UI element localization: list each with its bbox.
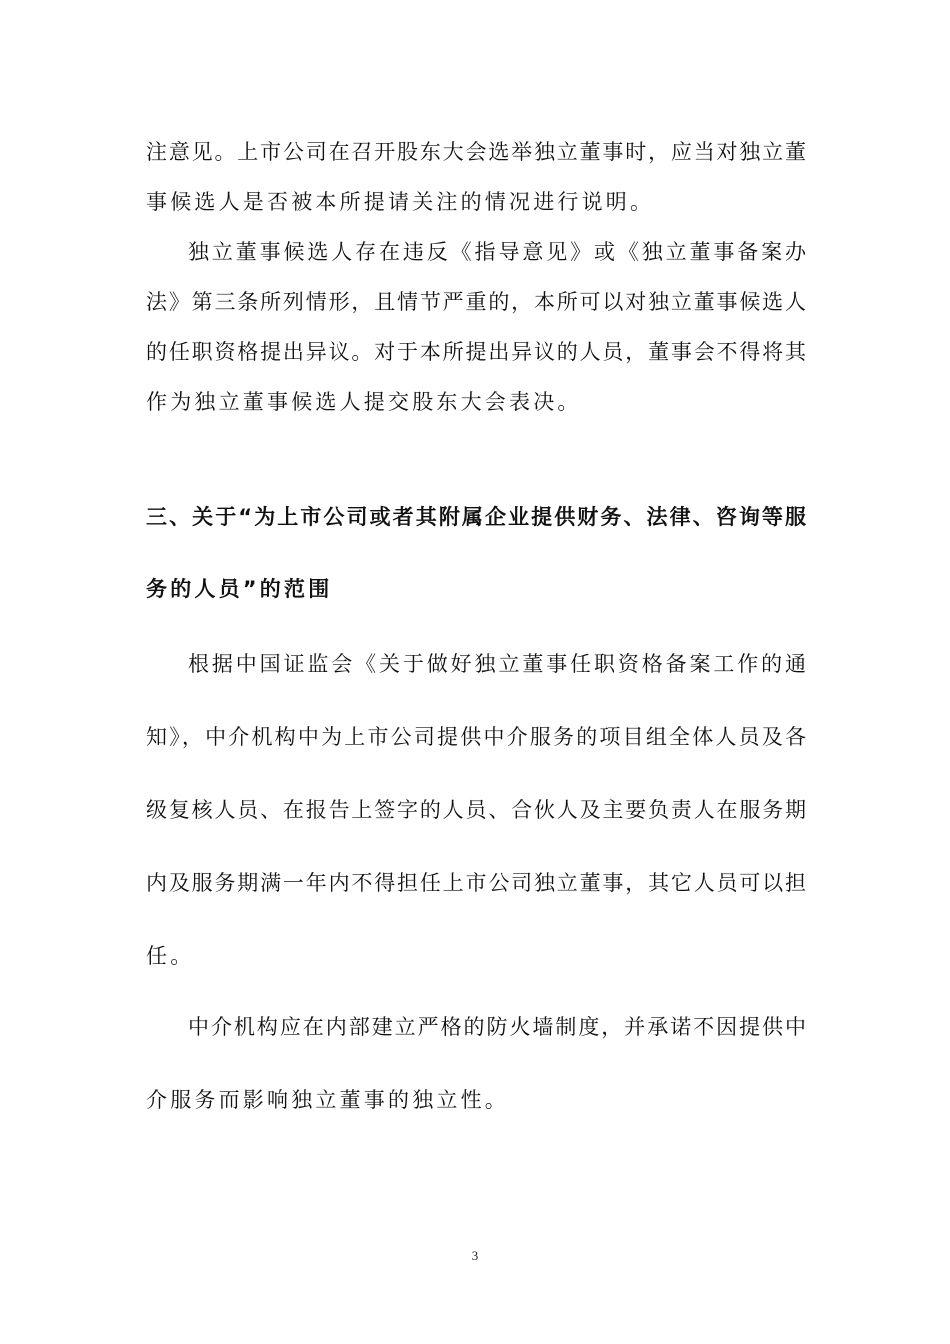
text-line: 作为独立董事候选人提交股东大会表决。 xyxy=(146,390,582,414)
text-line: 知》，中介机构中为上市公司提供中介服务的项目组全体人员及各 xyxy=(146,725,806,749)
text-line: 法》第三条所列情形，且情节严重的，本所可以对独立董事候选人 xyxy=(146,290,806,314)
text-line: 内及服务期满一年内不得担任上市公司独立董事，其它人员可以担 xyxy=(146,871,806,895)
heading-line: 三、关于“为上市公司或者其附属企业提供财务、法律、咨询等服 xyxy=(146,505,806,529)
text-line: 根据中国证监会《关于做好独立董事任职资格备案工作的通 xyxy=(188,652,806,676)
text-line: 介服务而影响独立董事的独立性。 xyxy=(146,1088,509,1112)
text-line: 注意见。上市公司在召开股东大会选举独立董事时，应当对独立董 xyxy=(146,140,806,164)
text-line: 中介机构应在内部建立严格的防火墙制度，并承诺不因提供中 xyxy=(188,1015,806,1039)
text-line: 的任职资格提出异议。对于本所提出异议的人员，董事会不得将其 xyxy=(146,340,806,364)
text-line: 独立董事候选人存在违反《指导意见》或《独立董事备案办 xyxy=(188,240,806,264)
text-line: 任。 xyxy=(146,944,195,968)
heading-line: 务的人员”的范围 xyxy=(146,577,333,601)
text-line: 级复核人员、在报告上签字的人员、合伙人及主要负责人在服务期 xyxy=(146,798,806,822)
page-number: 3 xyxy=(471,1248,479,1263)
text-line: 事候选人是否被本所提请关注的情况进行说明。 xyxy=(146,190,655,214)
